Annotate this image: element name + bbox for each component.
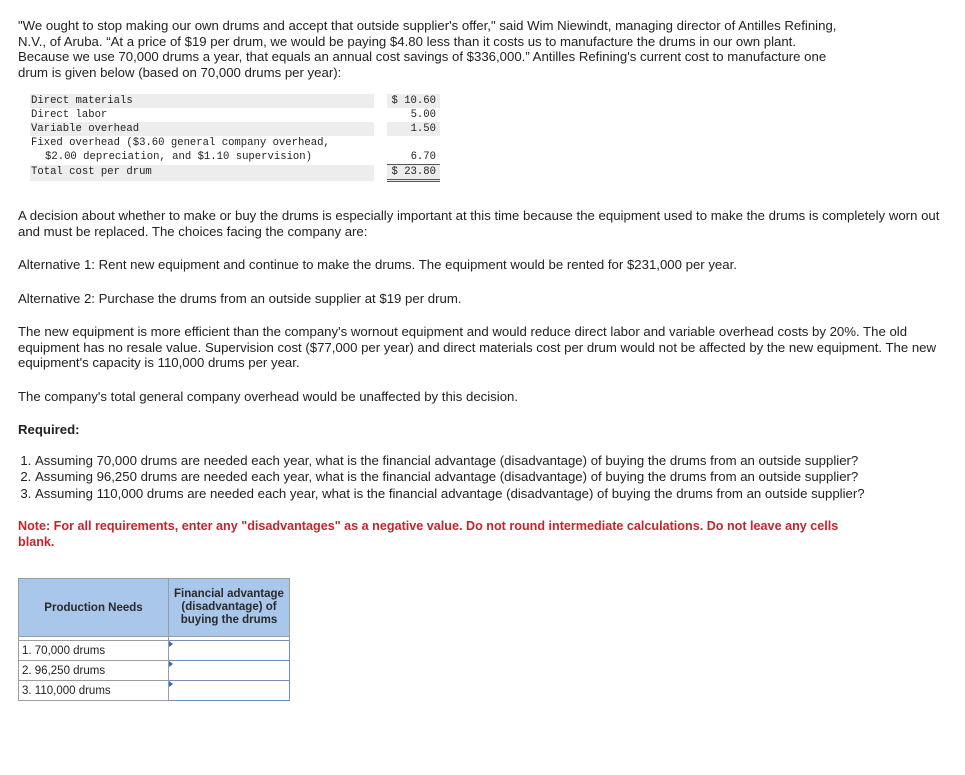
answer-row xyxy=(19,681,290,701)
input-marker-icon xyxy=(169,641,173,647)
cost-label: Direct materials xyxy=(30,94,374,108)
input-marker-icon xyxy=(169,681,173,687)
advantage-input-110000[interactable] xyxy=(169,682,289,699)
paragraph: The new equipment is more efficient than the company's wornout equipment and would reduce direct labor and variable overhead costs by 20%. The old equipment has no resale value. Supervision cost ($77,000 per year) and direct materials cost per drum would not be affected by the new equipment. The new equipment's capacity is 110,000 drums per year. xyxy=(18,324,937,370)
cost-label: Variable overhead xyxy=(30,122,374,136)
header-production-needs: Production Needs xyxy=(19,579,169,637)
advantage-input-96250[interactable] xyxy=(169,662,289,679)
intro-paragraph: "We ought to stop making our own drums and accept that outside supplier's offer," said Wim Niewindt, managing director of Antilles Refining, N.V., of Aruba. “At a price of $19 per drum, we would be paying $4.80 less than it costs us to manufacture the drums in our own plant. Because we use 70,000 drums a year, that equals an annual cost savings of $336,000.” Antilles Refining's current cost to manufacture one drum is given below (based on 70,000 drums per year): xyxy=(18,18,837,80)
answer-header-row xyxy=(19,579,290,637)
requirement-item: 1. Assuming 70,000 drums are needed each year, what is the financial advantage (disadvantage) of buying the drums from an outside supplier? xyxy=(35,453,948,469)
header-financial-advantage: Financial advantage (disadvantage) of buying the drums xyxy=(169,579,290,637)
cost-row xyxy=(30,150,440,165)
instruction-note: Note: For all requirements, enter any "disadvantages" as a negative value. Do not round intermediate calculations. Do not leave any cells blank. xyxy=(18,519,839,549)
paragraph: The company's total general company overhead would be unaffected by this decision. xyxy=(18,388,519,404)
cost-value: $ 10.60 xyxy=(387,94,440,108)
cost-value xyxy=(387,136,440,150)
cost-value: $ 23.80 xyxy=(387,165,440,181)
cost-label: Direct labor xyxy=(31,109,108,121)
problem-content xyxy=(18,18,948,701)
cost-value: 1.50 xyxy=(387,122,440,136)
requirements-list xyxy=(18,453,948,502)
cost-row xyxy=(30,165,440,181)
cost-label: $2.00 depreciation, and $1.10 supervision) xyxy=(45,151,313,163)
cost-value: 6.70 xyxy=(387,150,440,165)
production-label: 3. 110,000 drums xyxy=(19,681,169,701)
paragraph: Alternative 1: Rent new equipment and continue to make the drums. The equipment would be rented for $231,000 per year. xyxy=(18,257,737,272)
production-label: 1. 70,000 drums xyxy=(19,641,169,661)
cost-value: 5.00 xyxy=(410,109,436,121)
paragraph: A decision about whether to make or buy the drums is especially important at this time because the equipment used to make the drums is completely worn out and must be replaced. The choices facing the company are: xyxy=(18,208,940,239)
cost-label: Total cost per drum xyxy=(30,165,374,181)
paragraph: Alternative 2: Purchase the drums from an outside supplier at $19 per drum. xyxy=(18,290,462,306)
required-heading: Required: xyxy=(18,422,80,437)
cost-row xyxy=(30,136,440,150)
requirement-item: 3. Assuming 110,000 drums are needed each year, what is the financial advantage (disadvantage) of buying the drums from an outside supplier? xyxy=(35,486,948,502)
answer-row xyxy=(19,641,290,661)
cost-row xyxy=(30,108,440,122)
cost-label: Fixed overhead ($3.60 general company overhead, xyxy=(31,137,330,149)
cost-row xyxy=(30,94,440,108)
advantage-input-70000[interactable] xyxy=(169,642,289,659)
requirement-item: 2. Assuming 96,250 drums are needed each year, what is the financial advantage (disadvantage) of buying the drums from an outside supplier? xyxy=(35,469,948,485)
cost-per-drum-table xyxy=(30,94,440,182)
answer-table xyxy=(18,578,290,701)
cost-row xyxy=(30,122,440,136)
answer-row xyxy=(19,661,290,681)
input-marker-icon xyxy=(169,661,173,667)
production-label: 2. 96,250 drums xyxy=(19,661,169,681)
